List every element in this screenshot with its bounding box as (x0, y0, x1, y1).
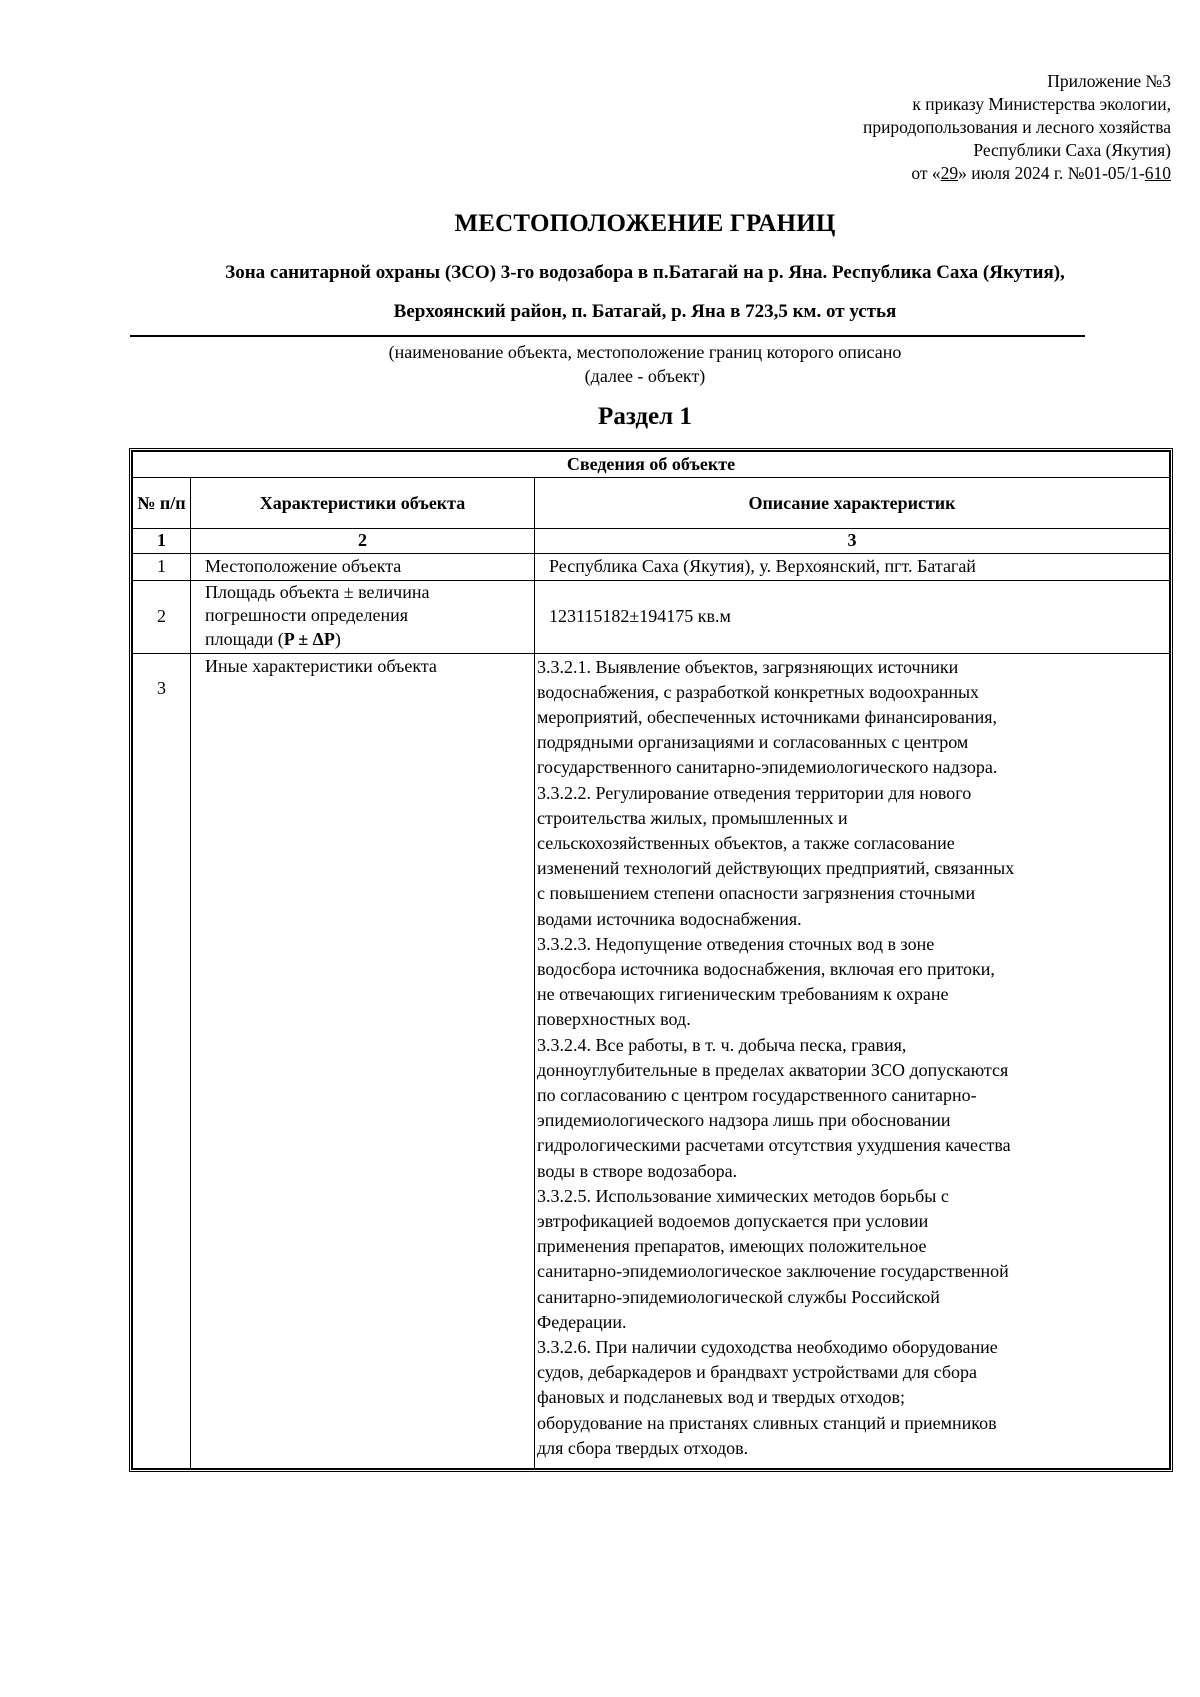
description-line: по согласованию с центром государственного санитарно- (537, 1084, 977, 1105)
description-line: эвтрофикацией водоемов допускается при условии (537, 1210, 929, 1231)
description-line: поверхностных вод. (537, 1009, 691, 1030)
section-title: Раздел 1 (598, 403, 692, 430)
area-formula: P ± ΔP (283, 628, 335, 649)
table-row (133, 580, 1170, 653)
appendix-line-4: Республики Саха (Якутия) (973, 140, 1171, 160)
row-description (535, 653, 1170, 1469)
description-line: 3.3.2.3. Недопущение отведения сточных вод в зоне (537, 933, 935, 954)
row-characteristic (191, 580, 535, 653)
description-line: сельскохозяйственных объектов, а также согласование (537, 832, 955, 853)
row-characteristic: Местоположение объекта (191, 554, 535, 581)
characteristic-line (205, 628, 530, 652)
description-line: строительства жилых, промышленных и (537, 807, 848, 828)
order-number: 610 (1144, 163, 1171, 183)
description-line: санитарно-эпидемиологической службы Российской (537, 1286, 940, 1307)
description-line: оборудование на пристанях сливных станций и приемников (537, 1412, 997, 1433)
column-number: 1 (133, 529, 191, 554)
row-number: 2 (133, 580, 191, 653)
description-lines (537, 655, 1165, 1462)
description-line: судов, дебаркадеров и брандвахт устройствами для сбора (537, 1362, 978, 1383)
appendix-line-2: к приказу Министерства экологии, (912, 94, 1171, 114)
table-row (133, 554, 1170, 581)
appendix-line-1: Приложение №3 (1047, 71, 1171, 91)
table-caption-row (133, 452, 1170, 478)
description-line: санитарно-эпидемиологическое заключение государственной (537, 1261, 1009, 1282)
description-line: подрядными организациями и согласованных с центром (537, 732, 969, 753)
description-line: водами источника водоснабжения. (537, 908, 802, 929)
description-line: гидрологическими расчетами отсутствия ухудшения качества (537, 1135, 1011, 1156)
characteristic-line: Площадь объекта ± величина (205, 581, 430, 602)
characteristic-text: площади ( (205, 628, 284, 649)
table-row (133, 653, 1170, 1469)
object-name-line-2: Верхоянский район, п. Батагай, р. Яна в 723,5 км. от устья (393, 301, 897, 322)
description-line: 3.3.2.4. Все работы, в т. ч. добыча песка, гравия, (537, 1034, 907, 1055)
date-prefix: от « (911, 163, 941, 183)
row-number: 3 (133, 653, 191, 1469)
description-line: водосбора источника водоснабжения, включая его притоки, (537, 958, 995, 979)
date-middle: » июля 2024 г. №01-05/1- (958, 163, 1145, 183)
description-line: для сбора твердых отходов. (537, 1437, 749, 1458)
column-number: 2 (191, 529, 535, 554)
row-number: 1 (133, 554, 191, 581)
description-line: Федерации. (537, 1311, 627, 1332)
description-line: эпидемиологического надзора лишь при обосновании (537, 1110, 951, 1131)
column-number-row (133, 529, 1170, 554)
description-line: воды в створе водозабора. (537, 1160, 738, 1181)
appendix-line-3: природопользования и лесного хозяйства (862, 117, 1171, 137)
date-day: 29 (940, 163, 959, 183)
characteristic-line: погрешности определения (205, 605, 408, 625)
object-info-table (129, 448, 1173, 1472)
description-line: 3.3.2.2. Регулирование отведения территории для нового (537, 782, 972, 803)
description-line: 3.3.2.5. Использование химических методов борьбы с (537, 1185, 949, 1206)
document-title: МЕСТОПОЛОЖЕНИЕ ГРАНИЦ (454, 210, 836, 237)
row-description: 123115182±194175 кв.м (535, 580, 1170, 653)
description-line: 3.3.2.6. При наличии судоходства необходимо оборудование (537, 1336, 998, 1357)
description-line: государственного санитарно-эпидемиологического надзора. (537, 757, 998, 778)
description-line: с повышением степени опасности загрязнения сточными (537, 883, 976, 904)
header-num: № п/п (133, 478, 191, 529)
row-characteristic: Иные характеристики объекта (191, 653, 535, 1469)
description-line: применения препаратов, имеющих положительное (537, 1236, 927, 1257)
description-line: мероприятий, обеспеченных источниками финансирования, (537, 706, 998, 727)
note-line-1: (наименование объекта, местоположение границ которого описано (388, 342, 902, 362)
characteristic-text: ) (334, 628, 341, 649)
object-name-line-1: Зона санитарной охраны (ЗСО) 3-го водозабора в п.Батагай на р. Яна. Республика Саха (Якутия), (225, 262, 1065, 283)
appendix-header (671, 70, 1171, 185)
header-characteristics: Характеристики объекта (191, 478, 535, 529)
header-description: Описание характеристик (535, 478, 1170, 529)
underline-rule (130, 335, 1085, 337)
object-name-note (0, 340, 1200, 388)
column-number: 3 (535, 529, 1170, 554)
table-caption: Сведения об объекте (133, 452, 1170, 478)
note-line-2: (далее - объект) (584, 366, 706, 386)
description-line: не отвечающих гигиеническим требованиям к охране (537, 984, 949, 1005)
appendix-date-line (671, 162, 1171, 185)
description-line: донноуглубительные в пределах акватории ЗСО допускаются (537, 1059, 1009, 1080)
row-description: Республика Саха (Якутия), у. Верхоянский, пгт. Батагай (535, 554, 1170, 581)
description-line: 3.3.2.1. Выявление объектов, загрязняющих источники (537, 656, 959, 677)
description-line: водоснабжения, с разработкой конкретных водоохранных (537, 681, 980, 702)
description-line: фановых и подсланевых вод и твердых отходов; (537, 1387, 905, 1408)
table-header-row (133, 478, 1170, 529)
description-line: изменений технологий действующих предприятий, связанных (537, 858, 1015, 879)
